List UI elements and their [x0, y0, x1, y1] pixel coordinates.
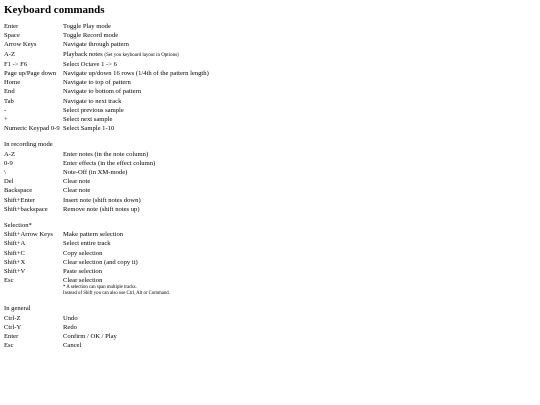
command-description [63, 205, 140, 214]
command-description-text: Confirm / OK / Play [63, 333, 117, 341]
command-description-text: Select Sample 1-10 [63, 125, 115, 133]
command-description-text: Navigate to top of pattern [63, 79, 131, 87]
command-description [63, 22, 111, 31]
command-key: A-Z [4, 50, 15, 58]
command-description-text: Redo [63, 323, 77, 331]
command-description [63, 341, 81, 350]
command-description [63, 60, 117, 69]
command-description [63, 150, 148, 159]
command-description-text: Make pattern selection [63, 231, 124, 239]
command-key: Shift+backspace [4, 205, 48, 213]
command-key: + [4, 116, 8, 124]
command-description [63, 78, 131, 87]
recording-mode-section [4, 140, 540, 214]
command-row [4, 177, 540, 186]
command-description-text: Paste selection [63, 268, 103, 276]
command-row [4, 341, 540, 350]
command-description-text: Undo [63, 314, 78, 322]
command-description [63, 69, 209, 78]
command-description [63, 31, 118, 40]
command-row [4, 50, 540, 60]
command-description [63, 40, 129, 49]
command-key: F1 -> F6 [4, 60, 28, 68]
command-key: Esc [4, 277, 14, 285]
command-description-text: Select previous sample [63, 106, 124, 114]
command-description [63, 186, 90, 195]
command-description-text: Remove note (shift notes up) [63, 205, 140, 213]
command-row [4, 230, 540, 239]
command-key: Space [4, 32, 20, 40]
command-row [4, 258, 540, 267]
command-description [63, 323, 77, 332]
command-description [63, 87, 141, 96]
command-description [63, 50, 179, 60]
selection-section [4, 221, 540, 297]
command-description-text: Navigate up/down 16 rows (1/4th of the pattern length) [63, 70, 209, 78]
general-heading: In general [4, 305, 31, 313]
command-description-text: Clear note [63, 187, 91, 195]
command-key: 0-9 [4, 159, 13, 167]
command-description [63, 276, 102, 285]
command-key: Esc [4, 342, 14, 350]
command-key: Backspace [4, 187, 33, 195]
command-key: Numeric Keypad 0-9 [4, 125, 60, 133]
command-key: Del [4, 178, 14, 186]
command-key: Arrow Keys [4, 41, 37, 49]
command-key: Shift+Arrow Keys [4, 231, 53, 239]
command-key: \ [4, 169, 6, 177]
command-row [4, 22, 540, 31]
selection-footnote: * A selection can span multiple tracks. [63, 285, 137, 291]
command-row [4, 314, 540, 323]
command-description [63, 115, 112, 124]
command-description-text: Copy selection [63, 249, 103, 257]
command-description-text: Insert note (shift notes down) [63, 196, 141, 204]
command-key: Ctrl-Y [4, 323, 22, 331]
command-key: Shift+V [4, 268, 26, 276]
command-row [4, 124, 540, 133]
command-description-text: Clear selection [63, 277, 103, 285]
command-row [4, 78, 540, 87]
command-description [63, 97, 121, 106]
command-row [4, 69, 540, 78]
command-row [4, 267, 540, 276]
command-row [4, 115, 540, 124]
command-key: Shift+X [4, 258, 26, 266]
page-title: Keyboard commands [4, 4, 105, 16]
command-description-text: Note-Off (in XM-mode) [63, 169, 128, 177]
command-row [4, 168, 540, 177]
command-description [63, 177, 90, 186]
command-key: A-Z [4, 150, 15, 158]
command-description [63, 168, 127, 177]
command-row [4, 196, 540, 205]
command-row [4, 239, 540, 248]
command-row [4, 60, 540, 69]
command-description [63, 239, 111, 248]
command-row [4, 249, 540, 258]
command-description [63, 258, 138, 267]
general-section [4, 304, 540, 350]
command-row [4, 186, 540, 195]
command-description [63, 196, 141, 205]
command-description-text: Toggle Record mode [63, 32, 119, 40]
recording-mode-heading: In recording mode [4, 141, 53, 149]
command-row [4, 40, 540, 49]
command-description [63, 249, 102, 258]
command-note: (Set you keyboard layout in Options) [104, 52, 179, 58]
command-row [4, 323, 540, 332]
command-description-text: Enter effects (in the effect column) [63, 159, 156, 167]
command-key: End [4, 88, 15, 96]
selection-footnote-modifiers: Instead of Shift you can also use Ctrl, Alt or Command. [63, 291, 170, 297]
command-row [4, 276, 540, 285]
command-description-text: Select entire track [63, 240, 111, 248]
command-key: Enter [4, 23, 19, 30]
command-row [4, 205, 540, 214]
command-key: Shift+C [4, 249, 25, 257]
command-description [63, 230, 123, 239]
command-row [4, 87, 540, 96]
command-description [63, 332, 117, 341]
command-description-text: Select Octave 1 -> 6 [63, 60, 117, 68]
command-key: Enter [4, 333, 19, 341]
command-key: Shift+Enter [4, 196, 35, 204]
command-row [4, 31, 540, 40]
command-description-text: Cancel [63, 342, 82, 350]
command-key: Shift+A [4, 240, 26, 248]
command-key: Page up/Page down [4, 70, 57, 78]
command-key: - [4, 106, 7, 114]
command-description-text: Navigate through pattern [63, 41, 129, 49]
command-row [4, 332, 540, 341]
command-description-text: Navigate to bottom of pattern [63, 88, 142, 96]
command-description [63, 106, 124, 115]
command-description-text: Enter notes (in the note column) [63, 150, 149, 158]
command-description [63, 159, 155, 168]
command-key: Home [4, 79, 21, 87]
command-description-text: Select next sample [63, 116, 113, 124]
command-row [4, 97, 540, 106]
command-description-text: Toggle Play mode [63, 23, 111, 30]
command-description-text: Navigate to next track [63, 97, 122, 105]
command-description-text: Clear selection (and copy it) [63, 258, 138, 266]
command-description [63, 314, 78, 323]
command-key: Tab [4, 97, 14, 105]
command-row [4, 159, 540, 168]
command-description-text: Clear note [63, 178, 91, 186]
command-description [63, 267, 102, 276]
command-row [4, 106, 540, 115]
basic-commands-section [4, 22, 540, 133]
command-key: Ctrl-Z [4, 314, 21, 322]
command-row [4, 150, 540, 159]
command-description [63, 124, 114, 133]
selection-heading: Selection* [4, 222, 32, 230]
command-description-text: Playback notes [63, 50, 103, 58]
